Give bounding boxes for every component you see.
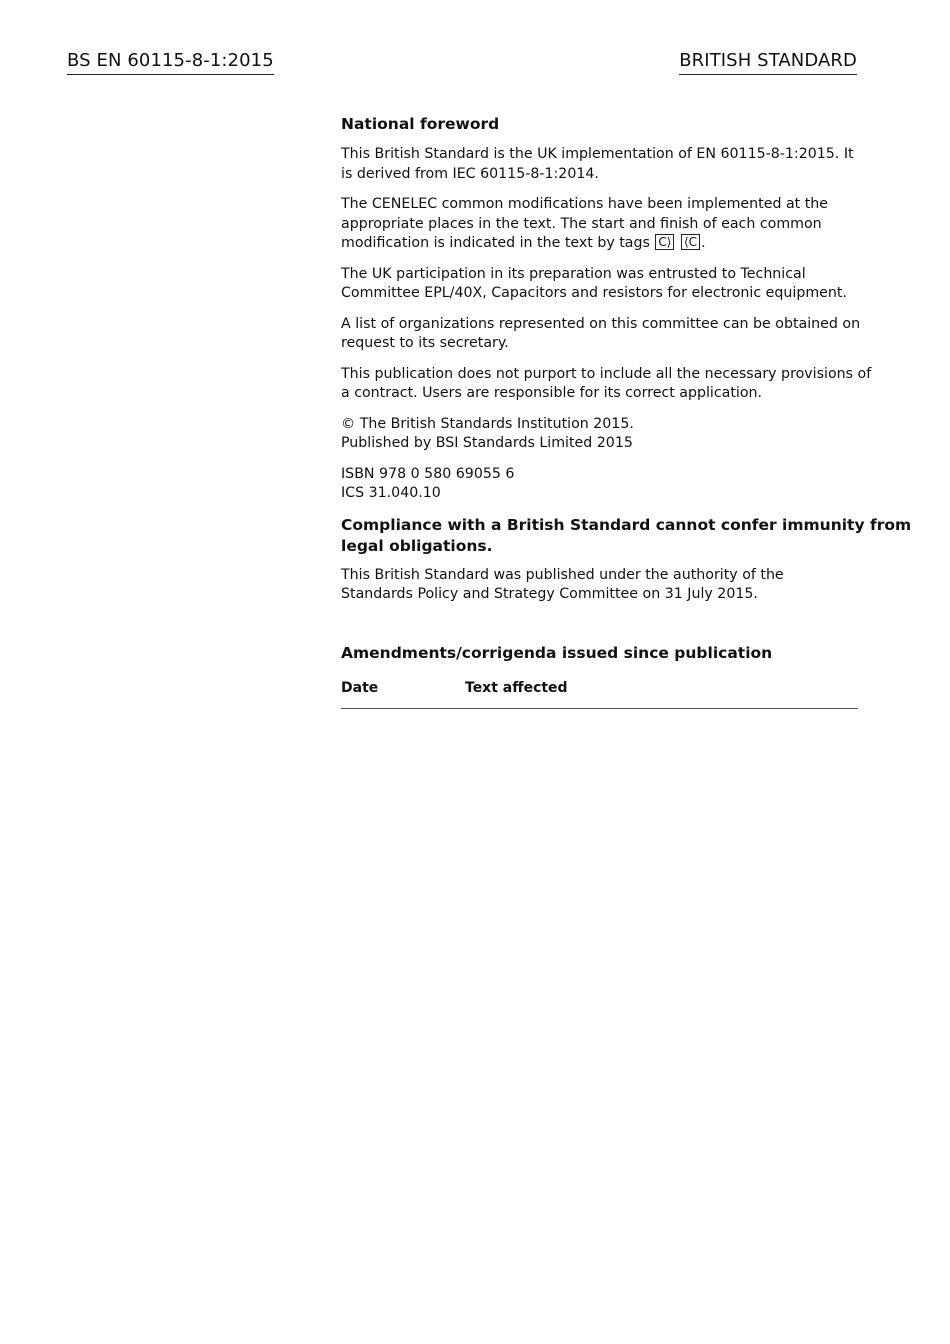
- publisher-line: Published by BSI Standards Limited 2015: [341, 435, 633, 451]
- provisions-paragraph: [341, 365, 872, 404]
- foreword-title: National foreword: [341, 115, 500, 133]
- document-id: BS EN 60115-8-1:2015: [67, 50, 274, 75]
- authority-paragraph: [341, 566, 858, 605]
- ics: ICS 31.040.10: [341, 485, 441, 501]
- paragraph-line: The UK participation in its preparation was entrusted to Technical: [341, 265, 806, 282]
- column-header-text-affected: Text affected: [465, 679, 568, 696]
- paragraph-line: [341, 234, 858, 254]
- paragraph-line: This British Standard is the UK implementation of EN 60115-8-1:2015. It: [341, 146, 854, 162]
- paragraph-line: a contract. Users are responsible for its correct application.: [341, 385, 763, 401]
- amendments-title: Amendments/corrigenda issued since publication: [341, 643, 773, 662]
- paragraph-text: modification is indicated in the text by tags: [341, 235, 650, 251]
- identifier-block: [341, 465, 858, 504]
- paragraph-line: appropriate places in the text. The start and finish of each common: [341, 215, 822, 232]
- paragraph-line: This British Standard was published under the authority of the: [341, 566, 784, 583]
- paragraph-line: The CENELEC common modifications have been implemented at the: [341, 196, 829, 212]
- paragraph-line: A list of organizations represented on this committee can be obtained on: [341, 315, 861, 332]
- paragraph-line: is derived from IEC 60115-8-1:2014.: [341, 165, 599, 182]
- implementation-paragraph: [341, 145, 858, 184]
- paragraph-line: request to its secretary.: [341, 335, 509, 351]
- organizations-paragraph: [341, 315, 861, 354]
- compliance-line: Compliance with a British Standard cannot confer immunity from: [341, 515, 912, 534]
- participation-paragraph: [341, 265, 858, 304]
- isbn: ISBN 978 0 580 69055 6: [341, 465, 515, 482]
- paragraph-period: .: [701, 235, 706, 251]
- paragraph-line: Standards Policy and Strategy Committee on 31 July 2015.: [341, 586, 758, 602]
- national-foreword: [341, 114, 912, 709]
- common-modification-start-tag-icon: C⟩: [655, 234, 674, 250]
- compliance-notice: [341, 515, 912, 557]
- common-modification-end-tag-icon: ⟨C: [681, 234, 700, 250]
- document-type: BRITISH STANDARD: [679, 50, 857, 75]
- modifications-paragraph: [341, 195, 858, 254]
- paragraph-line: Committee EPL/40X, Capacitors and resistors for electronic equipment.: [341, 285, 847, 301]
- copyright-block: [341, 415, 858, 454]
- paragraph-line: This publication does not purport to include all the necessary provisions of: [341, 365, 872, 382]
- copyright-line: © The British Standards Institution 2015.: [341, 415, 634, 432]
- amendments-table-header: [341, 679, 858, 710]
- compliance-line: legal obligations.: [341, 536, 493, 555]
- column-header-date: Date: [341, 679, 379, 696]
